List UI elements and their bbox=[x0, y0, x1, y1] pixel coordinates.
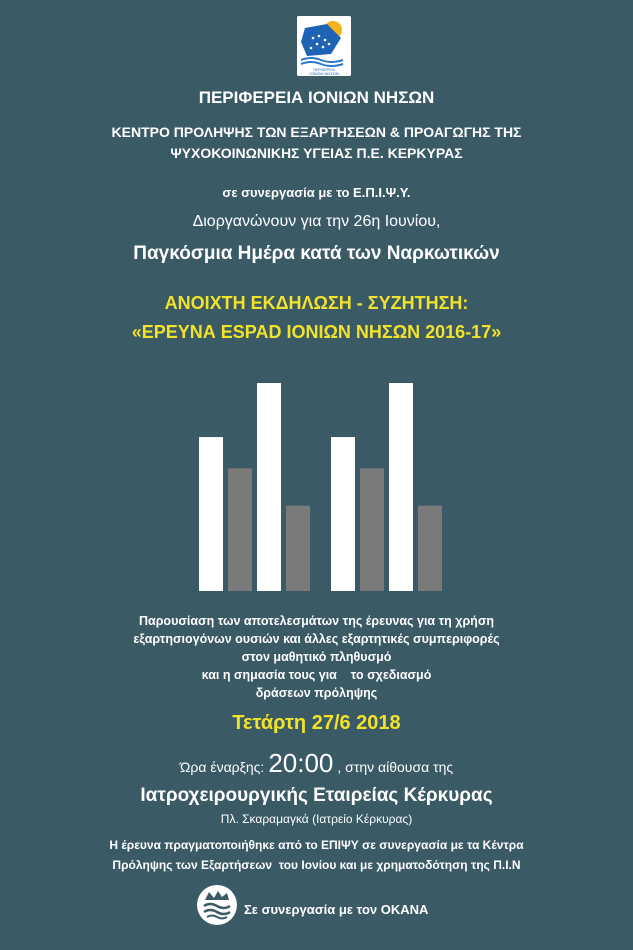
time-line bbox=[0, 748, 633, 780]
region-logo bbox=[297, 16, 351, 76]
organize-line: Διοργανώνουν για την 26η Ιουνίου, bbox=[192, 213, 441, 230]
partner-line: σε συνεργασία με το Ε.Π.Ι.Ψ.Υ. bbox=[222, 185, 411, 200]
bar-group1-gray-1 bbox=[228, 468, 252, 591]
bar-group2-gray-1 bbox=[360, 468, 384, 591]
venue-address: Πλ. Σκαραμαγκά (Ιατρείο Κέρκυρας) bbox=[220, 812, 413, 826]
time-suffix: , στην αίθουσα της bbox=[337, 759, 454, 775]
description bbox=[0, 612, 633, 702]
description-line2: εξαρτησιογόνων ουσιών και άλλες εξαρτητικές συμπεριφορές bbox=[133, 632, 500, 646]
bar-chart bbox=[0, 375, 633, 605]
okana-logo-icon bbox=[196, 884, 238, 926]
description-line1: Παρουσίαση των αποτελεσμάτων της έρευνας για τη χρήση bbox=[138, 614, 495, 628]
region-title: ΠΕΡΙΦΕΡΕΙΑ ΙΟΝΙΩΝ ΝΗΣΩΝ bbox=[198, 88, 435, 107]
event-title-line1: ΑΝΟΙΧΤΗ ΕΚΔΗΛΩΣΗ - ΣΥΖΗΤΗΣΗ: bbox=[164, 293, 469, 313]
world-day-title: Παγκόσμια Ημέρα κατά των Ναρκωτικών bbox=[133, 243, 500, 264]
bar-group1-white-1 bbox=[199, 437, 223, 591]
bar-group1-white-2 bbox=[257, 383, 281, 591]
center-line2: ΨΥΧΟΚΟΙΝΩΝΙΚΗΣ ΥΓΕΙΑΣ Π.Ε. ΚΕΡΚΥΡΑΣ bbox=[170, 145, 463, 161]
bar-group2-gray-2 bbox=[418, 506, 442, 591]
description-line4: και η σημασία τους για το σχεδιασμό bbox=[201, 668, 432, 682]
region-emblem-icon bbox=[297, 16, 351, 76]
description-line3: στον μαθητικό πληθυσμό bbox=[241, 650, 392, 664]
bar-group2-white-2 bbox=[389, 383, 413, 591]
time-prefix: Ώρα έναρξης: bbox=[179, 759, 265, 775]
center-line1: ΚΕΝΤΡΟ ΠΡΟΛΗΨΗΣ ΤΩΝ ΕΞΑΡΤΗΣΕΩΝ & ΠΡΟΑΓΩΓΗΣ ΤΗΣ bbox=[111, 124, 522, 140]
note-line2: Πρόληψης των Εξαρτήσεων του Ιονίου και με χρηματοδότηση της Π.Ι.Ν bbox=[112, 858, 521, 872]
bar-group2-white-1 bbox=[331, 437, 355, 591]
okana-partner-text: Σε συνεργασία με τον ΟΚΑΝΑ bbox=[244, 902, 429, 917]
venue-name: Ιατροχειρουργικής Εταιρείας Κέρκυρας bbox=[140, 785, 493, 806]
note-line1: Η έρευνα πραγματοποιήθηκε από το ΕΠΙΨΥ σε συνεργασία με τα Κέντρα bbox=[109, 838, 524, 852]
bar-group1-gray-2 bbox=[286, 506, 310, 591]
research-note bbox=[0, 835, 633, 875]
description-line5: δράσεων πρόληψης bbox=[255, 686, 378, 700]
logo-caption-line1: ΠΕΡΙΦΕΡΕΙΑ bbox=[313, 68, 335, 72]
event-title-line2: «ΕΡΕΥΝΑ ESPAD ΙΟΝΙΩΝ ΝΗΣΩΝ 2016-17» bbox=[131, 322, 502, 342]
time-value: 20:00 bbox=[268, 748, 334, 778]
event-date: Τετάρτη 27/6 2018 bbox=[232, 712, 401, 734]
logo-caption-line2: ΙΟΝΙΩΝ ΝΗΣΩΝ bbox=[309, 71, 339, 76]
